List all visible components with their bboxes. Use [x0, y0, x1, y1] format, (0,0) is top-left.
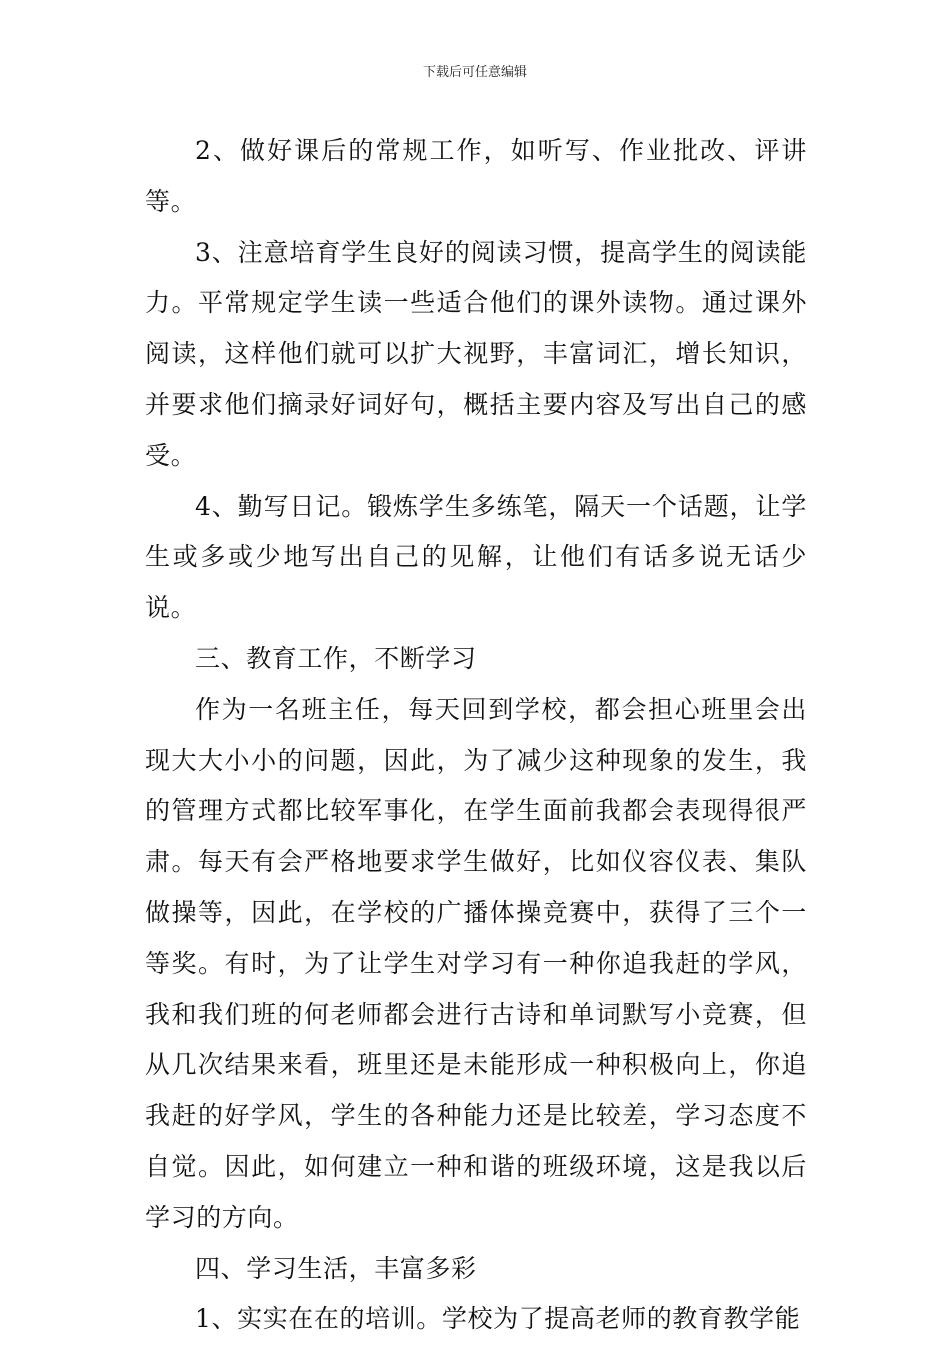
page-header: 下载后可任意编辑: [422, 65, 527, 80]
paragraph-class-management: 作为一名班主任，每天回到学校，都会担心班里会出现大大小小的问题，因此，为了减少这种现象的发生，我的管理方式都比较军事化，在学生面前我都会表现得很严肃。每天有会严格地要求学生做好，比如仪容仪表、集队做操等，因此，在学校的广播体操竞赛中，获得了三个一等奖。有时，为了让学生对学习有一种你追我赶的学风，我和我们班的何老师都会进行古诗和单词默写小竞赛，但从几次结果来看，班里还是未能形成一种积极向上，你追我赶的好学风，学生的各种能力还是比较差，学习态度不自觉。因此，如何建立一种和谐的班级环境，这是我以后学习的方向。: [145, 694, 807, 1232]
document-body: [145, 126, 807, 1345]
section-heading-study-life: 四、学习生活，丰富多彩: [195, 1253, 477, 1283]
paragraph-diary-writing: 4、勤写日记。锻炼学生多练笔，隔天一个话题，让学生或多或少地写出自己的见解，让他们有话多说无话少说。: [145, 491, 807, 623]
section-heading-education-work: 三、教育工作，不断学习: [195, 643, 477, 673]
paragraph-reading-habits-3: 3、注意培育学生良好的阅读习惯，提高学生的阅读能力。平常规定学生读一些适合他们的课外读物。通过课外阅读，这样他们就可以扩大视野，丰富词汇，增长知识，并要求他们摘录好词好句，概括主要内容及写出自己的感受。: [145, 237, 807, 470]
paragraph-reading-habits-2: 2、做好课后的常规工作，如听写、作业批改、评讲等。: [145, 136, 807, 216]
paragraph-training: 1、实实在在的培训。学校为了提高老师的教育教学能: [195, 1304, 801, 1334]
